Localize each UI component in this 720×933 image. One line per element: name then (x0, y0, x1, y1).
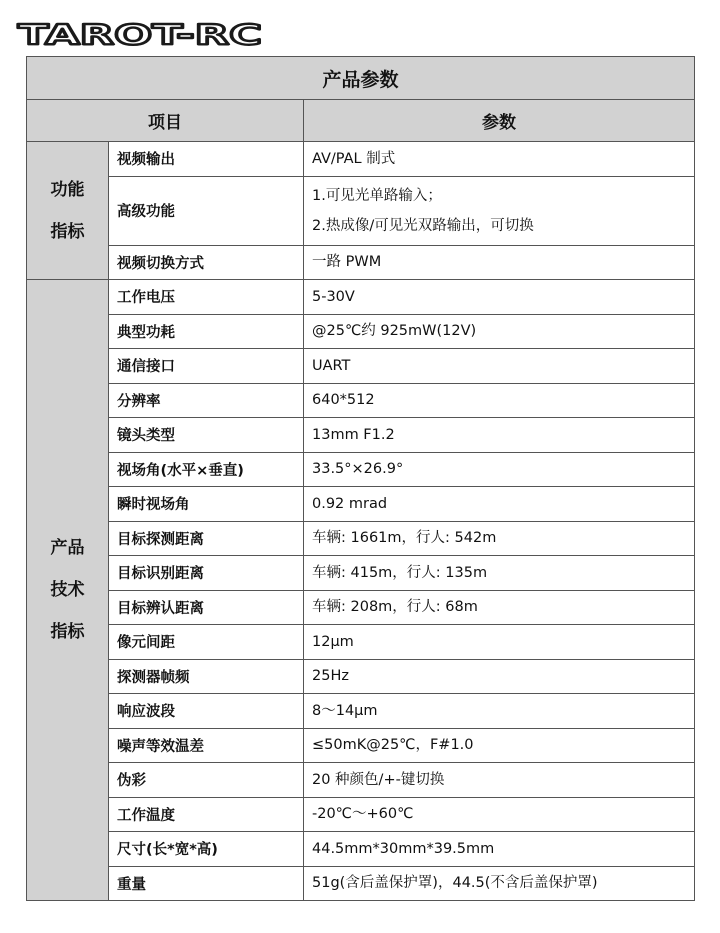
table-row (27, 659, 695, 694)
param-value-line: 车辆: 1661m，行人: 542m (312, 530, 497, 547)
tarot-rc-logo-mark (16, 18, 266, 50)
group-label (27, 142, 109, 280)
param-value-line: 25Hz (312, 668, 349, 685)
param-value (304, 176, 695, 245)
param-value-line: 0.92 mrad (312, 495, 388, 512)
group-label (27, 280, 109, 901)
param-value (304, 832, 695, 867)
param-name: 目标识别距离 (109, 556, 304, 591)
param-name: 通信接口 (109, 349, 304, 384)
param-name: 像元间距 (109, 625, 304, 660)
param-value-line: 51g(含后盖保护罩)，44.5(不含后盖保护罩) (312, 875, 598, 892)
param-value-line: 1.可见光单路输入； (312, 187, 442, 204)
param-value (304, 556, 695, 591)
logo-text: TAROT-RC (18, 18, 262, 50)
param-value-line: @25℃约 925mW(12V) (312, 323, 477, 340)
table-row (27, 418, 695, 453)
param-name: 伪彩 (109, 763, 304, 798)
param-value (304, 418, 695, 453)
group-label-line: 指标 (50, 221, 85, 242)
param-name: 重量 (109, 866, 304, 901)
table-row (27, 832, 695, 867)
group-label-line: 产品 (50, 538, 85, 558)
table-row (27, 383, 695, 418)
param-value (304, 521, 695, 556)
param-name: 响应波段 (109, 694, 304, 729)
table-row (27, 590, 695, 625)
param-value-line: 13mm F1.2 (312, 426, 395, 443)
table-row (27, 176, 695, 245)
param-value (304, 763, 695, 798)
param-value-line: 5-30V (312, 288, 355, 305)
param-value-line: ≤50mK@25℃，F#1.0 (312, 737, 474, 754)
param-value (304, 349, 695, 384)
param-value-line: 44.5mm*30mm*39.5mm (312, 840, 495, 857)
table-row (27, 487, 695, 522)
param-name: 瞬时视场角 (109, 487, 304, 522)
param-name: 尺寸(长*宽*高) (109, 832, 304, 867)
param-name: 目标探测距离 (109, 521, 304, 556)
table-row (27, 797, 695, 832)
header-item: 项目 (27, 100, 304, 142)
param-value-line: 车辆: 415m，行人: 135m (312, 564, 488, 581)
param-value (304, 694, 695, 729)
table-row (27, 245, 695, 280)
table-row (27, 521, 695, 556)
param-name: 探测器帧频 (109, 659, 304, 694)
table-title: 产品参数 (27, 57, 695, 100)
param-value (304, 487, 695, 522)
group-label-line: 指标 (50, 622, 85, 642)
param-value (304, 314, 695, 349)
param-value (304, 797, 695, 832)
param-name: 工作温度 (109, 797, 304, 832)
table-row (27, 280, 695, 315)
param-name: 视频输出 (109, 142, 304, 177)
group-label-line: 功能 (50, 179, 85, 200)
param-name: 镜头类型 (109, 418, 304, 453)
param-value-line: 一路 PWM (312, 254, 382, 271)
param-value (304, 452, 695, 487)
param-value (304, 625, 695, 660)
param-value (304, 866, 695, 901)
param-name: 目标辨认距离 (109, 590, 304, 625)
param-name: 典型功耗 (109, 314, 304, 349)
table-row (27, 142, 695, 177)
param-name: 高级功能 (109, 176, 304, 245)
table-row (27, 625, 695, 660)
param-value (304, 383, 695, 418)
spec-table (26, 56, 695, 901)
param-name: 分辨率 (109, 383, 304, 418)
param-name: 噪声等效温差 (109, 728, 304, 763)
param-value (304, 728, 695, 763)
param-value (304, 590, 695, 625)
param-value-line: 2.热成像/可见光双路输出，可切换 (312, 217, 534, 234)
param-value-line: 8～14μm (312, 702, 378, 719)
param-name: 工作电压 (109, 280, 304, 315)
group-label-line: 技术 (50, 580, 85, 600)
table-row (27, 694, 695, 729)
table-row (27, 452, 695, 487)
param-value-line: 12μm (312, 633, 354, 650)
param-value (304, 142, 695, 177)
param-name: 视场角(水平×垂直) (109, 452, 304, 487)
table-row (27, 728, 695, 763)
param-value-line: -20℃～+60℃ (312, 806, 414, 823)
param-value-line: 20 种颜色/+-键切换 (312, 771, 445, 788)
table-row (27, 349, 695, 384)
table-row (27, 314, 695, 349)
param-value (304, 245, 695, 280)
param-value-line: 640*512 (312, 392, 375, 409)
param-value (304, 280, 695, 315)
table-row (27, 866, 695, 901)
param-value (304, 659, 695, 694)
param-value-line: 33.5°×26.9° (312, 461, 404, 478)
table-row (27, 763, 695, 798)
param-value-line: 车辆: 208m，行人: 68m (312, 599, 478, 616)
tarot-rc-logo (16, 18, 266, 50)
table-row (27, 556, 695, 591)
param-name: 视频切换方式 (109, 245, 304, 280)
header-param: 参数 (304, 100, 695, 142)
param-value-line: UART (312, 357, 351, 374)
param-value-line: AV/PAL 制式 (312, 150, 396, 167)
